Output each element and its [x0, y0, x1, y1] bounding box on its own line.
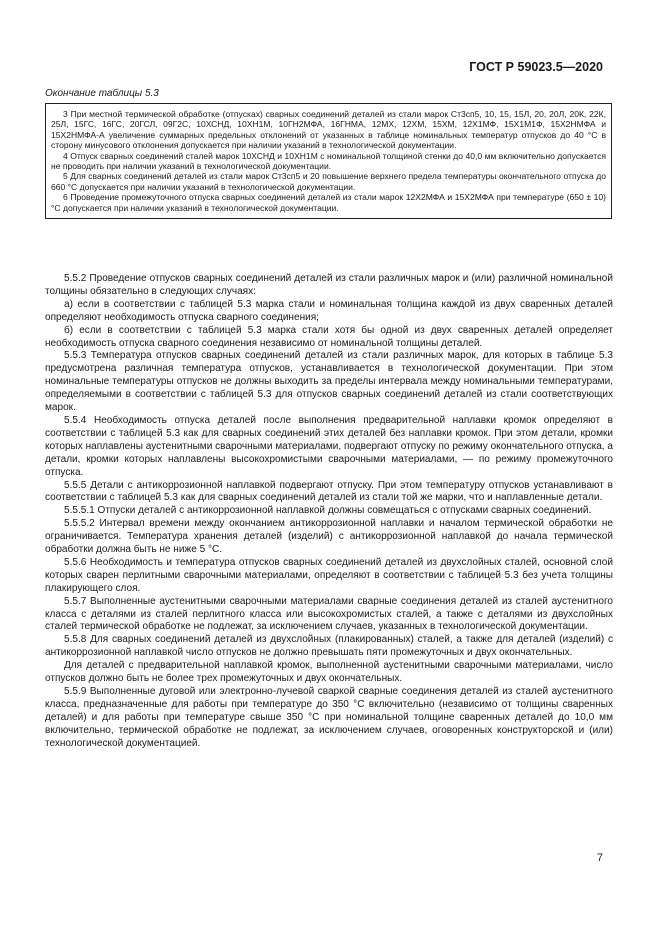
- clause-paragraph: а) если в соответствии с таблицей 5.3 марка стали и номинальная толщина каждой из двух сваренных деталей определяют необходимость отпуска сварного соединения;: [45, 298, 613, 323]
- table-caption: Окончание таблицы 5.3: [45, 88, 159, 99]
- clause-paragraph: 5.5.9 Выполненные дуговой или электронно-лучевой сваркой сварные соединения деталей из сталей аустенитного класса, предназначенные для работы при температуре до 350 °С включительно (независимо от толщины сваренных деталей) и для работы при температуре свыше 350 °С при номинальной толщине сваренных деталей до 10,0 мм включительно, термической обработке не подлежат, за исключением случаев, оговоренных конструкторской и (или) технологической документацией.: [45, 686, 613, 749]
- table-note: 3 При местной термической обработке (отпусках) сварных соединений деталей из стали марок Ст3сп5, 10, 15, 15Л, 20, 20Л, 20К, 22К, 25Л, 15ГС, 16ГС, 20ГСЛ, 09Г2С, 10ХСНД, 10ХН1М, 10ГН2МФА, 16ГНМА, 12МХ, 12ХМ, 15ХМ, 12Х1МФ, 15Х1М1Ф, 15Х2НМФА и 15Х2НМФА-А увеличение суммарных предельных отклонений от указанных в таблице номинальных температур отпусков до 40 °С в сторону минусового отклонения допускается при наличии указаний в технологической документации.: [51, 109, 606, 151]
- table-note: 6 Проведение промежуточного отпуска сварных соединений деталей из стали марок 12Х2МФА и 15Х2МФА при температуре (650 ± 10) °С допускается при наличии указаний в технологической документации.: [51, 192, 606, 213]
- table-notes-box: [45, 103, 612, 219]
- clause-paragraph: Для деталей с предварительной наплавкой кромок, выполненной аустенитными сварочными материалами, число отпусков должно быть не более трех промежуточных и двух окончательных.: [45, 660, 613, 685]
- clause-paragraph: 5.5.2 Проведение отпусков сварных соединений деталей из стали различных марок и (или) различной номинальной толщины обязательно в следующих случаях:: [45, 273, 613, 297]
- clause-paragraph: 5.5.5 Детали с антикоррозионной наплавкой подвергают отпуску. При этом температуру отпусков устанавливают в соответствии с таблицей 5.3 как для сварных соединений деталей из стали той же марки, что и наплавленные детали.: [45, 479, 613, 504]
- clause-paragraph: 5.5.3 Температура отпусков сварных соединений деталей из стали различных марок, для которых в таблице 5.3 предусмотрена различная температура отпусков, устанавливается в технологической документации. При этом номинальные температуры отпусков не должны выходить за пределы интервала между номинальными температурами, определяемыми в соответствии с таблицей 5.3 для отпусков сварных соединений деталей из стали соответствующих марок.: [45, 350, 613, 414]
- clause-paragraph: б) если в соответствии с таблицей 5.3 марка стали хотя бы одной из двух сваренных деталей определяет необходимость отпуска сварного соединения независимо от номинальной толщины деталей.: [45, 324, 613, 349]
- clause-paragraph: 5.5.7 Выполненные аустенитными сварочными материалами сварные соединения деталей из сталей аустенитного класса с деталями из сталей перлитного класса или высокохромистых сталей, а также с деталями из двухслойных сталей термической обработке не подлежат, за исключением случаев, указанных в технологической документации.: [45, 595, 613, 633]
- body-text: [45, 273, 613, 751]
- clause-paragraph: 5.5.4 Необходимость отпуска деталей после выполнения предварительной наплавки кромок определяют в соответствии с таблицей 5.3 как для сварных соединений этих деталей без наплавки кромок. При этом детали, кромки которых наплавлены аустенитными сварочными материалами, подвергают отпуску по режиму окончательного отпуска, а детали, кромки которых наплавлены высокохромистыми сварочными материалами, — по режиму промежуточного отпуска.: [45, 414, 613, 478]
- clause-paragraph: 5.5.5.2 Интервал времени между окончанием антикоррозионной наплавки и началом термической обработки не ограничивается. Температура хранения деталей (изделий) с антикоррозионной наплавкой до начала термической обработки должна быть не ниже 5 °С.: [45, 518, 613, 556]
- page-number: 7: [596, 852, 603, 864]
- table-note: 4 Отпуск сварных соединений сталей марок 10ХСНД и 10ХН1М с номинальной толщиной стенки до 40,0 мм включительно допускается не проводить при наличии указаний в технологической документации.: [51, 150, 606, 172]
- clause-paragraph: 5.5.5.1 Отпуски деталей с антикоррозионной наплавкой должны совмещаться с отпусками сварных соединений.: [64, 505, 592, 517]
- document-id-header: ГОСТ Р 59023.5—2020: [469, 60, 603, 74]
- clause-paragraph: 5.5.6 Необходимость и температура отпусков сварных соединений деталей из двухслойных сталей, основной слой которых сварен перлитными сварочными материалами, определяют в соответствии с таблицей 5.3 без учета толщины плакирующего слоя.: [45, 556, 613, 594]
- clause-paragraph: 5.5.8 Для сварных соединений деталей из двухслойных (плакированных) сталей, а также для деталей (изделий) с антикоррозионной наплавкой число отпусков не должно превышать пяти промежуточных и двух окончательных.: [45, 634, 613, 659]
- table-note: 5 Для сварных соединений деталей из стали марок Ст3сп5 и 20 повышение верхнего предела температуры окончательного отпуска до 660 °С допускается при наличии указаний в технологической документации.: [51, 171, 606, 192]
